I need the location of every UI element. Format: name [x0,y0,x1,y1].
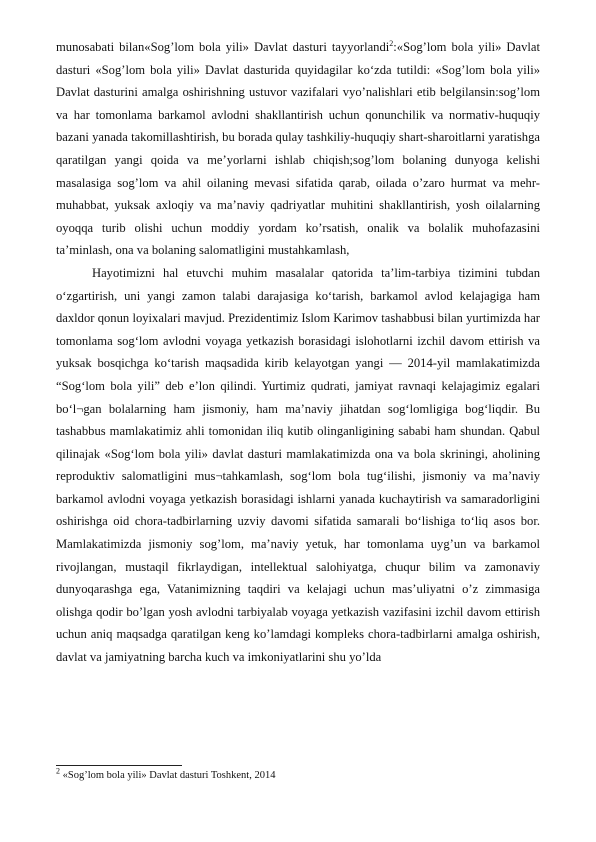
footnote-text: «Sog’lom bola yili» Davlat dasturi Toshkent, 2014 [60,770,276,781]
footnote-reference[interactable]: 2 [389,38,394,48]
paragraph-1-text-start: munosabati bilan«Sog’lom bola yili» Davlat dasturi tayyorlandi [56,40,390,54]
paragraph-2: Hayotimizni hal etuvchi muhim masalalar qatorida ta’lim-tarbiya tizimini tubdan o‘zgartirish, uni yangi zamon talabi darajasiga ko‘tarish, barkamol avlod kelajagiga ham daxldor qonun loyixalari mavjud. Prezidentimiz Islom Karimov tashabbusi bilan yurtimizda har tomonlama sog‘lom avlodni voyaga yetkazish borasidagi islohotlarni izchil davom ettirish va yuksak bosqichga ko‘tarish maqsadida kirib kelayotgan yangi — 2014-yil mamlakatimizda “Sog‘lom bola yili” deb e’lon qilindi. Yurtimiz qudrati, jamiyat ravnaqi kelajagimiz egalari bo‘l¬gan bolalarning ham jismoniy, ham ma’naviy jihatdan sog‘lomligiga bog‘liqdir. Bu tashabbus mamlakatimiz ahli tomonidan iliq kutib olinganligining sababi ham shundan. Qabul qilinajak «Sog‘lom bola yili» davlat dasturi mamlakatimizda ona va bola skriningi, aholining reproduktiv salomatligini mus¬tahkamlash, sog‘lom bola tug‘ilishi, jismoniy va ma’naviy barkamol avlodni voyaga yetkazish borasidagi ishlarni yanada kuchaytirish va samaradorligini oshirishga oid chora-tadbirlarning uzviy davomi sifatida samarali bo‘lishiga to‘liq asos bor. Mamlakatimizda jismoniy sog’lom, ma’naviy yetuk, har tomonlama uyg’un va barkamol rivojlangan, mustaqil fikrlaydigan, intellektual salohiyatga, chuqur bilim va zamonaviy dunyoqarashga ega, Vatanimizning taqdiri va kelajagi uchun mas’uliyatni o’z zimmasiga olishga qodir bo’lgan yosh avlodni tarbiyalab voyaga yetkazish vazifasini izchil davom ettirish uchun aniq maqsadga qaratilgan keng ko’lamdagi kompleks chora-tadbirlarni amalga oshirish, davlat va jamiyatning barcha kuch va imkoniyatlarini shu yo’lda [56,265,540,665]
footnote-number: 2 [56,766,60,776]
paragraph-1 [56,36,540,262]
paragraph-1-text-rest: :«Sog’lom bola yili» Davlat dasturi «Sog’lom bola yili» Davlat dasturida quyidagilar ko‘zda tutildi: «Sog’lom bola yili» Davlat dasturini amalga oshirishning ustuvor vazifalari vyo’nalishlari etib belgilansin:sog’lom va har tomonlama barkamol avlodni shakllantirish uchun qonunchilik va normativ-huquqiy bazani yanada takomillashtirish, bu borada qulay tashkiliy-huquqiy shart-sharoitlarni yaratishga qaratilgan yangi qoida va me’yorlarni ishlab chiqish;sog’lom bolaning dunyoga kelishi masalasiga sog’lom va ahil oilaning mevasi sifatida qarab, oilada o’zaro hurmat va mehr-muhabbat, yuksak axloqiy va ma’naviy qadriyatlar muhitini shakllantirish, yosh oilalarning oyoqqa turib olishi uchun moddiy yordam ko’rsatish, onalik va bolalik muhofazasini ta’minlash, ona va bolaning salomatligini mustahkamlash, [56,40,540,258]
footnote-separator [56,765,182,766]
document-body [56,36,540,669]
footnote [56,766,276,783]
